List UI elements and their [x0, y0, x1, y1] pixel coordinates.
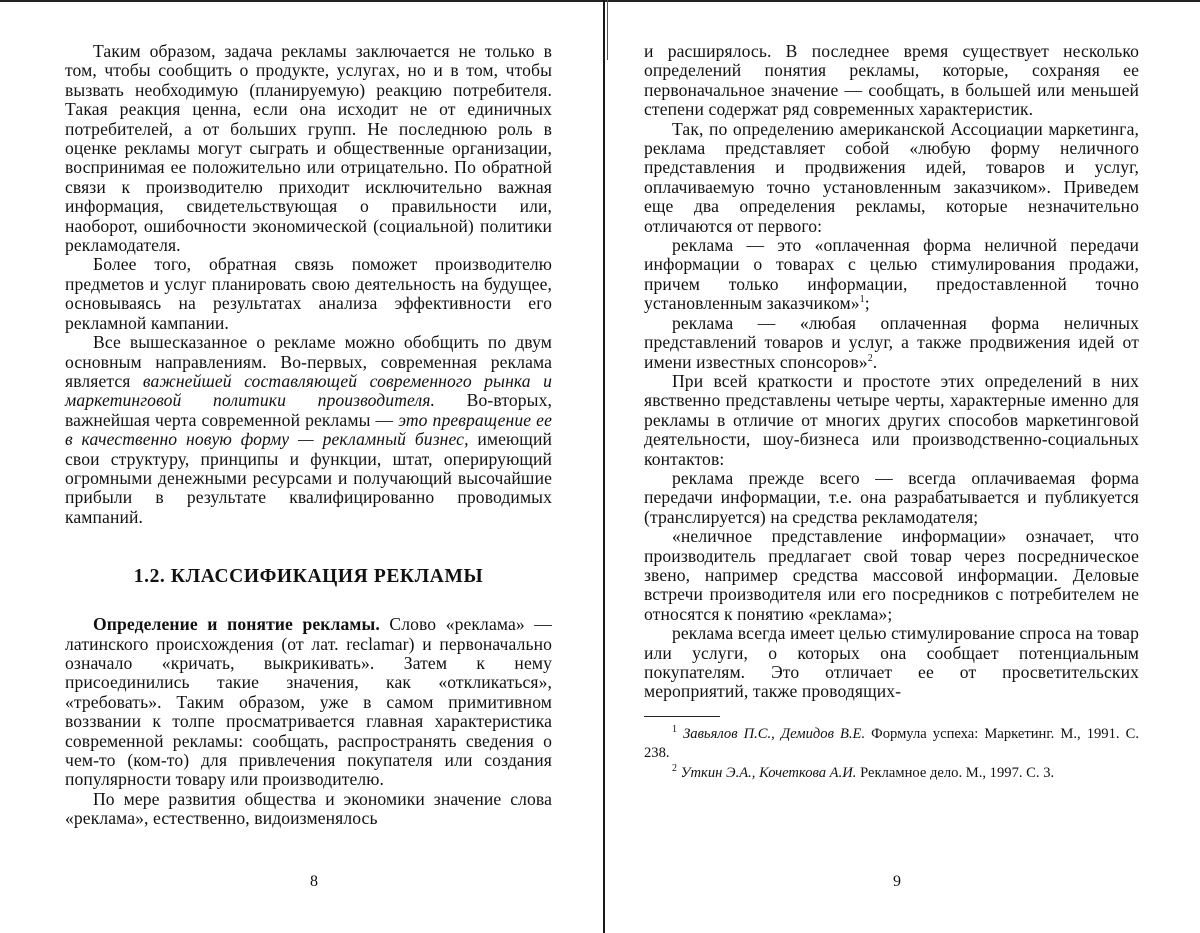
footnote-mark: 2: [672, 762, 677, 774]
italic-emphasis: это превращение ее в качественно новую форму — рекламный бизнес,: [65, 409, 552, 450]
definition-paragraph: [644, 314, 1139, 372]
right-page: [606, 0, 1200, 933]
text-run: Все вышесказанное о рекламе можно обобщить по двум основным направлениям. Во-первых, современная реклама является: [65, 332, 552, 391]
footnote-authors: Уткин Э.А., Кочеткова А.И.: [680, 764, 857, 781]
text-run: реклама — «любая оплаченная форма неличных представлений товаров и услуг, а также продвижения идей от имени известных спонсоров»: [644, 312, 1139, 372]
footnote-ref: 2: [867, 352, 873, 364]
text-run: имеющий свои структуру, принципы и функции, штат, оперирующий огромными денежными ресурсами и получающий высочайшие прибыли в результате квалифицированно проводимых кампаний.: [65, 429, 552, 527]
footnote: [644, 764, 1139, 784]
paragraph: Более того, обратная связь поможет производителю предметов и услуг планировать свою деятельность на будущее, основываясь на результатах анализа эффективности его рекламной кампании.: [65, 254, 552, 333]
paragraph: Таким образом, задача рекламы заключается не только в том, чтобы сообщить о продукте, услугах, но и в том, чтобы вызвать необходимую (планируемую) реакцию потребителя. Такая реакция ценна, если она исходит не от единичных потребителей, а от больших групп. Не последнюю роль в оценке рекламы могут сыграть и общественные организации, воспринимая ее положительно или отрицательно. По обратной связи к производителю приходит исключительно важная информация, свидетельствующая о правильности или, наоборот, ошибочности экономической (социальной) политики рекламодателя.: [65, 41, 552, 256]
page-number: 9: [893, 873, 901, 890]
text-run: Слово «реклама» — латинского происхождения (от лат. reclamar) и первоначально означало «кричать, выкрикивать». Затем к нему присоединились такие значения, как «откликаться», «требовать». Таким образом, уже в самом примитивном воззвании к толпе просматривается главная характеристика современной рекламы: сообщать, распространять сведения о чем-то (ком-то) для привлечения покупателя или создания популярности товару или производителю.: [65, 614, 553, 790]
paragraph: Так, по определению американской Ассоциации маркетинга, реклама представляет собой «любую форму неличного представления и продвижения идей, товаров и услуг, оплачиваемую точно установленным заказчиком». Приведем еще два определения рекламы, которые незначительно отличаются от первого:: [644, 118, 1139, 236]
text-run: .: [872, 351, 878, 372]
paragraph: По мере развития общества и экономики значение слова «реклама», естественно, видоизменялось: [65, 788, 552, 829]
footnote-mark: 1: [672, 723, 677, 735]
definition-paragraph: [644, 236, 1139, 314]
text-run: Во-вторых, важнейшая черта современной рекламы —: [65, 390, 553, 430]
text-run: реклама — это «оплаченная форма неличной передачи информации о товарах с целью стимулирования продажи, причем только информации, предоставленной точно установленным заказчиком»: [644, 235, 1139, 314]
footnote-authors: Завьялов П.С., Демидов В.Е.: [683, 725, 866, 742]
italic-emphasis: важнейшей составляющей современного рынка и маркетинговой политики производителя.: [65, 370, 552, 411]
section-heading: 1.2. КЛАССИФИКАЦИЯ РЕКЛАМЫ: [133, 566, 484, 588]
footnote-text: Рекламное дело. М., 1997. С. 3.: [856, 764, 1055, 781]
footnote-ref: 1: [859, 294, 865, 306]
book-spine-gutter: [603, 0, 605, 933]
page-number: 8: [310, 873, 318, 890]
right-page-text-column: [644, 42, 1139, 783]
paragraph-definition: [65, 615, 552, 790]
paragraph: При всей краткости и простоте этих определений в них явственно представлены четыре черты, характерные именно для рекламы в отличие от многих других способов маркетинговой деятельности, шоу-бизнеса или производственно-социальных контактов:: [644, 370, 1139, 469]
left-page-text-column: [65, 42, 552, 829]
feature-paragraph: реклама всегда имеет целью стимулирование спроса на товар или услуги, о которых она сообщает потенциальным покупателям. Это отличает ее от просветительских мероприятий, также проводящих-: [644, 623, 1139, 702]
paragraph-continued: и расширялось. В последнее время существует несколько определений понятия рекламы, которые, сохраняя ее первоначальное значение — сообщать, в большей или меньшей степени содержат ряд современных характеристик.: [644, 41, 1139, 120]
footnote-separator: [644, 716, 720, 717]
feature-paragraph: реклама прежде всего — всегда оплачиваемая форма передачи информации, т.е. она разрабатывается и публикуется (транслируется) на средства рекламодателя;: [644, 467, 1139, 527]
footnote: [644, 725, 1139, 764]
feature-paragraph: «неличное представление информации» означает, что производитель предлагает свой товар через посредническое звено, например средства массовой информации. Деловые встречи производителя или его посредников с потребителем не относятся к понятию «реклама»;: [644, 526, 1139, 624]
paragraph-directions: [65, 333, 552, 527]
text-run: ;: [864, 293, 870, 314]
footnote-text: Формула успеха: Маркетинг. М., 1991. С. 238.: [644, 725, 1139, 762]
bold-run-in-heading: Определение и понятие рекламы.: [93, 614, 380, 635]
